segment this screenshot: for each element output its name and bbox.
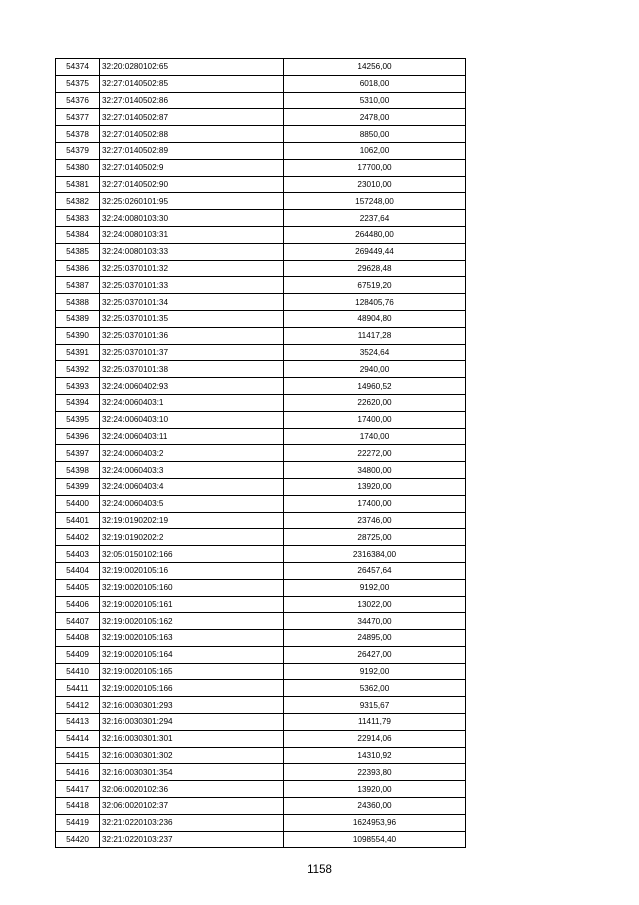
- row-number-cell: 54419: [56, 814, 100, 831]
- table-row: [56, 109, 466, 126]
- value-cell: 22393,80: [284, 764, 466, 781]
- row-number-cell: 54414: [56, 730, 100, 747]
- cadastral-number-cell: 32:19:0020105:162: [100, 613, 284, 630]
- cadastral-number-cell: 32:24:0060403:1: [100, 394, 284, 411]
- cadastral-number-cell: 32:24:0060403:5: [100, 495, 284, 512]
- row-number-cell: 54404: [56, 562, 100, 579]
- row-number-cell: 54389: [56, 310, 100, 327]
- value-cell: 264480,00: [284, 226, 466, 243]
- table-row: [56, 680, 466, 697]
- table-row: [56, 142, 466, 159]
- cadastral-number-cell: 32:25:0370101:32: [100, 260, 284, 277]
- row-number-cell: 54407: [56, 613, 100, 630]
- value-cell: 23746,00: [284, 512, 466, 529]
- table-row: [56, 596, 466, 613]
- row-number-cell: 54390: [56, 327, 100, 344]
- row-number-cell: 54418: [56, 798, 100, 815]
- row-number-cell: 54412: [56, 697, 100, 714]
- row-number-cell: 54405: [56, 579, 100, 596]
- value-cell: 1098554,40: [284, 831, 466, 848]
- row-number-cell: 54383: [56, 210, 100, 227]
- value-cell: 3524,64: [284, 344, 466, 361]
- table-row: [56, 562, 466, 579]
- cadastral-number-cell: 32:24:0060403:10: [100, 411, 284, 428]
- table-row: [56, 260, 466, 277]
- table-row: [56, 243, 466, 260]
- row-number-cell: 54379: [56, 142, 100, 159]
- value-cell: 13022,00: [284, 596, 466, 613]
- cadastral-number-cell: 32:19:0020105:166: [100, 680, 284, 697]
- table-row: [56, 310, 466, 327]
- table-row: [56, 159, 466, 176]
- value-cell: 22914,06: [284, 730, 466, 747]
- cadastral-number-cell: 32:19:0020105:165: [100, 663, 284, 680]
- table-row: [56, 730, 466, 747]
- row-number-cell: 54400: [56, 495, 100, 512]
- row-number-cell: 54391: [56, 344, 100, 361]
- table-row: [56, 462, 466, 479]
- row-number-cell: 54386: [56, 260, 100, 277]
- table-row: [56, 428, 466, 445]
- value-cell: 14960,52: [284, 378, 466, 395]
- row-number-cell: 54415: [56, 747, 100, 764]
- row-number-cell: 54382: [56, 193, 100, 210]
- row-number-cell: 54401: [56, 512, 100, 529]
- cadastral-number-cell: 32:16:0030301:293: [100, 697, 284, 714]
- row-number-cell: 54417: [56, 781, 100, 798]
- table-row: [56, 663, 466, 680]
- value-cell: 1062,00: [284, 142, 466, 159]
- cadastral-number-cell: 32:25:0370101:34: [100, 294, 284, 311]
- value-cell: 6018,00: [284, 75, 466, 92]
- cadastral-number-cell: 32:27:0140502:86: [100, 92, 284, 109]
- value-cell: 22272,00: [284, 445, 466, 462]
- cadastral-number-cell: 32:25:0370101:36: [100, 327, 284, 344]
- value-cell: 48904,80: [284, 310, 466, 327]
- row-number-cell: 54378: [56, 126, 100, 143]
- table-row: [56, 831, 466, 848]
- value-cell: 24360,00: [284, 798, 466, 815]
- value-cell: 24895,00: [284, 630, 466, 647]
- cadastral-number-cell: 32:19:0020105:163: [100, 630, 284, 647]
- value-cell: 2940,00: [284, 361, 466, 378]
- value-cell: 67519,20: [284, 277, 466, 294]
- row-number-cell: 54413: [56, 714, 100, 731]
- table-row: [56, 714, 466, 731]
- row-number-cell: 54381: [56, 176, 100, 193]
- value-cell: 17400,00: [284, 411, 466, 428]
- value-cell: 28725,00: [284, 529, 466, 546]
- cadastral-number-cell: 32:25:0260101:95: [100, 193, 284, 210]
- value-cell: 26457,64: [284, 562, 466, 579]
- row-number-cell: 54376: [56, 92, 100, 109]
- table-row: [56, 92, 466, 109]
- row-number-cell: 54395: [56, 411, 100, 428]
- value-cell: 14256,00: [284, 59, 466, 76]
- table-row: [56, 210, 466, 227]
- row-number-cell: 54398: [56, 462, 100, 479]
- table-row: [56, 630, 466, 647]
- table-row: [56, 781, 466, 798]
- value-cell: 29628,48: [284, 260, 466, 277]
- table-row: [56, 512, 466, 529]
- table-row: [56, 176, 466, 193]
- cadastral-number-cell: 32:16:0030301:294: [100, 714, 284, 731]
- table-row: [56, 529, 466, 546]
- row-number-cell: 54396: [56, 428, 100, 445]
- row-number-cell: 54392: [56, 361, 100, 378]
- table-body: [56, 59, 466, 848]
- cadastral-number-cell: 32:19:0190202:2: [100, 529, 284, 546]
- table-row: [56, 361, 466, 378]
- table-row: [56, 697, 466, 714]
- table-row: [56, 193, 466, 210]
- row-number-cell: 54408: [56, 630, 100, 647]
- value-cell: 34800,00: [284, 462, 466, 479]
- table-row: [56, 277, 466, 294]
- row-number-cell: 54397: [56, 445, 100, 462]
- cadastral-number-cell: 32:21:0220103:236: [100, 814, 284, 831]
- value-cell: 17400,00: [284, 495, 466, 512]
- table-row: [56, 445, 466, 462]
- table-row: [56, 294, 466, 311]
- value-cell: 14310,92: [284, 747, 466, 764]
- cadastral-number-cell: 32:05:0150102:166: [100, 546, 284, 563]
- value-cell: 1624953,96: [284, 814, 466, 831]
- row-number-cell: 54399: [56, 478, 100, 495]
- row-number-cell: 54377: [56, 109, 100, 126]
- cadastral-value-table: [55, 58, 466, 848]
- table-row: [56, 327, 466, 344]
- cadastral-number-cell: 32:24:0060403:3: [100, 462, 284, 479]
- cadastral-number-cell: 32:06:0020102:37: [100, 798, 284, 815]
- value-cell: 13920,00: [284, 781, 466, 798]
- table-row: [56, 394, 466, 411]
- cadastral-number-cell: 32:24:0080103:31: [100, 226, 284, 243]
- cadastral-number-cell: 32:24:0060403:2: [100, 445, 284, 462]
- value-cell: 2478,00: [284, 109, 466, 126]
- row-number-cell: 54394: [56, 394, 100, 411]
- cadastral-number-cell: 32:19:0190202:19: [100, 512, 284, 529]
- row-number-cell: 54393: [56, 378, 100, 395]
- table-row: [56, 747, 466, 764]
- row-number-cell: 54406: [56, 596, 100, 613]
- value-cell: 26427,00: [284, 646, 466, 663]
- value-cell: 23010,00: [284, 176, 466, 193]
- row-number-cell: 54375: [56, 75, 100, 92]
- cadastral-number-cell: 32:20:0280102:65: [100, 59, 284, 76]
- value-cell: 8850,00: [284, 126, 466, 143]
- row-number-cell: 54380: [56, 159, 100, 176]
- table-row: [56, 226, 466, 243]
- value-cell: 11411,79: [284, 714, 466, 731]
- cadastral-number-cell: 32:24:0060403:4: [100, 478, 284, 495]
- table-row: [56, 59, 466, 76]
- table-row: [56, 75, 466, 92]
- value-cell: 9192,00: [284, 663, 466, 680]
- table-row: [56, 546, 466, 563]
- table-row: [56, 378, 466, 395]
- row-number-cell: 54384: [56, 226, 100, 243]
- cadastral-number-cell: 32:27:0140502:85: [100, 75, 284, 92]
- value-cell: 2316384,00: [284, 546, 466, 563]
- row-number-cell: 54420: [56, 831, 100, 848]
- table-row: [56, 344, 466, 361]
- row-number-cell: 54403: [56, 546, 100, 563]
- row-number-cell: 54410: [56, 663, 100, 680]
- value-cell: 1740,00: [284, 428, 466, 445]
- cadastral-number-cell: 32:27:0140502:90: [100, 176, 284, 193]
- table-row: [56, 411, 466, 428]
- value-cell: 17700,00: [284, 159, 466, 176]
- value-cell: 34470,00: [284, 613, 466, 630]
- cadastral-number-cell: 32:19:0020105:164: [100, 646, 284, 663]
- row-number-cell: 54402: [56, 529, 100, 546]
- value-cell: 128405,76: [284, 294, 466, 311]
- row-number-cell: 54388: [56, 294, 100, 311]
- row-number-cell: 54409: [56, 646, 100, 663]
- cadastral-number-cell: 32:25:0370101:35: [100, 310, 284, 327]
- value-cell: 5362,00: [284, 680, 466, 697]
- value-cell: 9315,67: [284, 697, 466, 714]
- cadastral-number-cell: 32:24:0080103:30: [100, 210, 284, 227]
- value-cell: 11417,28: [284, 327, 466, 344]
- table-row: [56, 495, 466, 512]
- cadastral-number-cell: 32:19:0020105:161: [100, 596, 284, 613]
- cadastral-number-cell: 32:16:0030301:301: [100, 730, 284, 747]
- cadastral-number-cell: 32:06:0020102:36: [100, 781, 284, 798]
- cadastral-number-cell: 32:27:0140502:9: [100, 159, 284, 176]
- value-cell: 9192,00: [284, 579, 466, 596]
- value-cell: 269449,44: [284, 243, 466, 260]
- cadastral-number-cell: 32:25:0370101:33: [100, 277, 284, 294]
- cadastral-number-cell: 32:27:0140502:88: [100, 126, 284, 143]
- table-row: [56, 613, 466, 630]
- cadastral-number-cell: 32:24:0060403:11: [100, 428, 284, 445]
- cadastral-number-cell: 32:25:0370101:37: [100, 344, 284, 361]
- table-row: [56, 126, 466, 143]
- row-number-cell: 54387: [56, 277, 100, 294]
- table-row: [56, 764, 466, 781]
- value-cell: 2237,64: [284, 210, 466, 227]
- value-cell: 157248,00: [284, 193, 466, 210]
- cadastral-number-cell: 32:16:0030301:302: [100, 747, 284, 764]
- table-row: [56, 814, 466, 831]
- cadastral-number-cell: 32:21:0220103:237: [100, 831, 284, 848]
- row-number-cell: 54416: [56, 764, 100, 781]
- table-row: [56, 478, 466, 495]
- cadastral-number-cell: 32:19:0020105:160: [100, 579, 284, 596]
- value-cell: 13920,00: [284, 478, 466, 495]
- row-number-cell: 54411: [56, 680, 100, 697]
- cadastral-number-cell: 32:27:0140502:87: [100, 109, 284, 126]
- row-number-cell: 54385: [56, 243, 100, 260]
- table-row: [56, 646, 466, 663]
- cadastral-number-cell: 32:27:0140502:89: [100, 142, 284, 159]
- value-cell: 22620,00: [284, 394, 466, 411]
- row-number-cell: 54374: [56, 59, 100, 76]
- cadastral-number-cell: 32:24:0060402:93: [100, 378, 284, 395]
- table-row: [56, 798, 466, 815]
- cadastral-number-cell: 32:16:0030301:354: [100, 764, 284, 781]
- value-cell: 5310,00: [284, 92, 466, 109]
- table-row: [56, 579, 466, 596]
- cadastral-number-cell: 32:19:0020105:16: [100, 562, 284, 579]
- page-number: 1158: [307, 864, 332, 876]
- cadastral-number-cell: 32:24:0080103:33: [100, 243, 284, 260]
- cadastral-number-cell: 32:25:0370101:38: [100, 361, 284, 378]
